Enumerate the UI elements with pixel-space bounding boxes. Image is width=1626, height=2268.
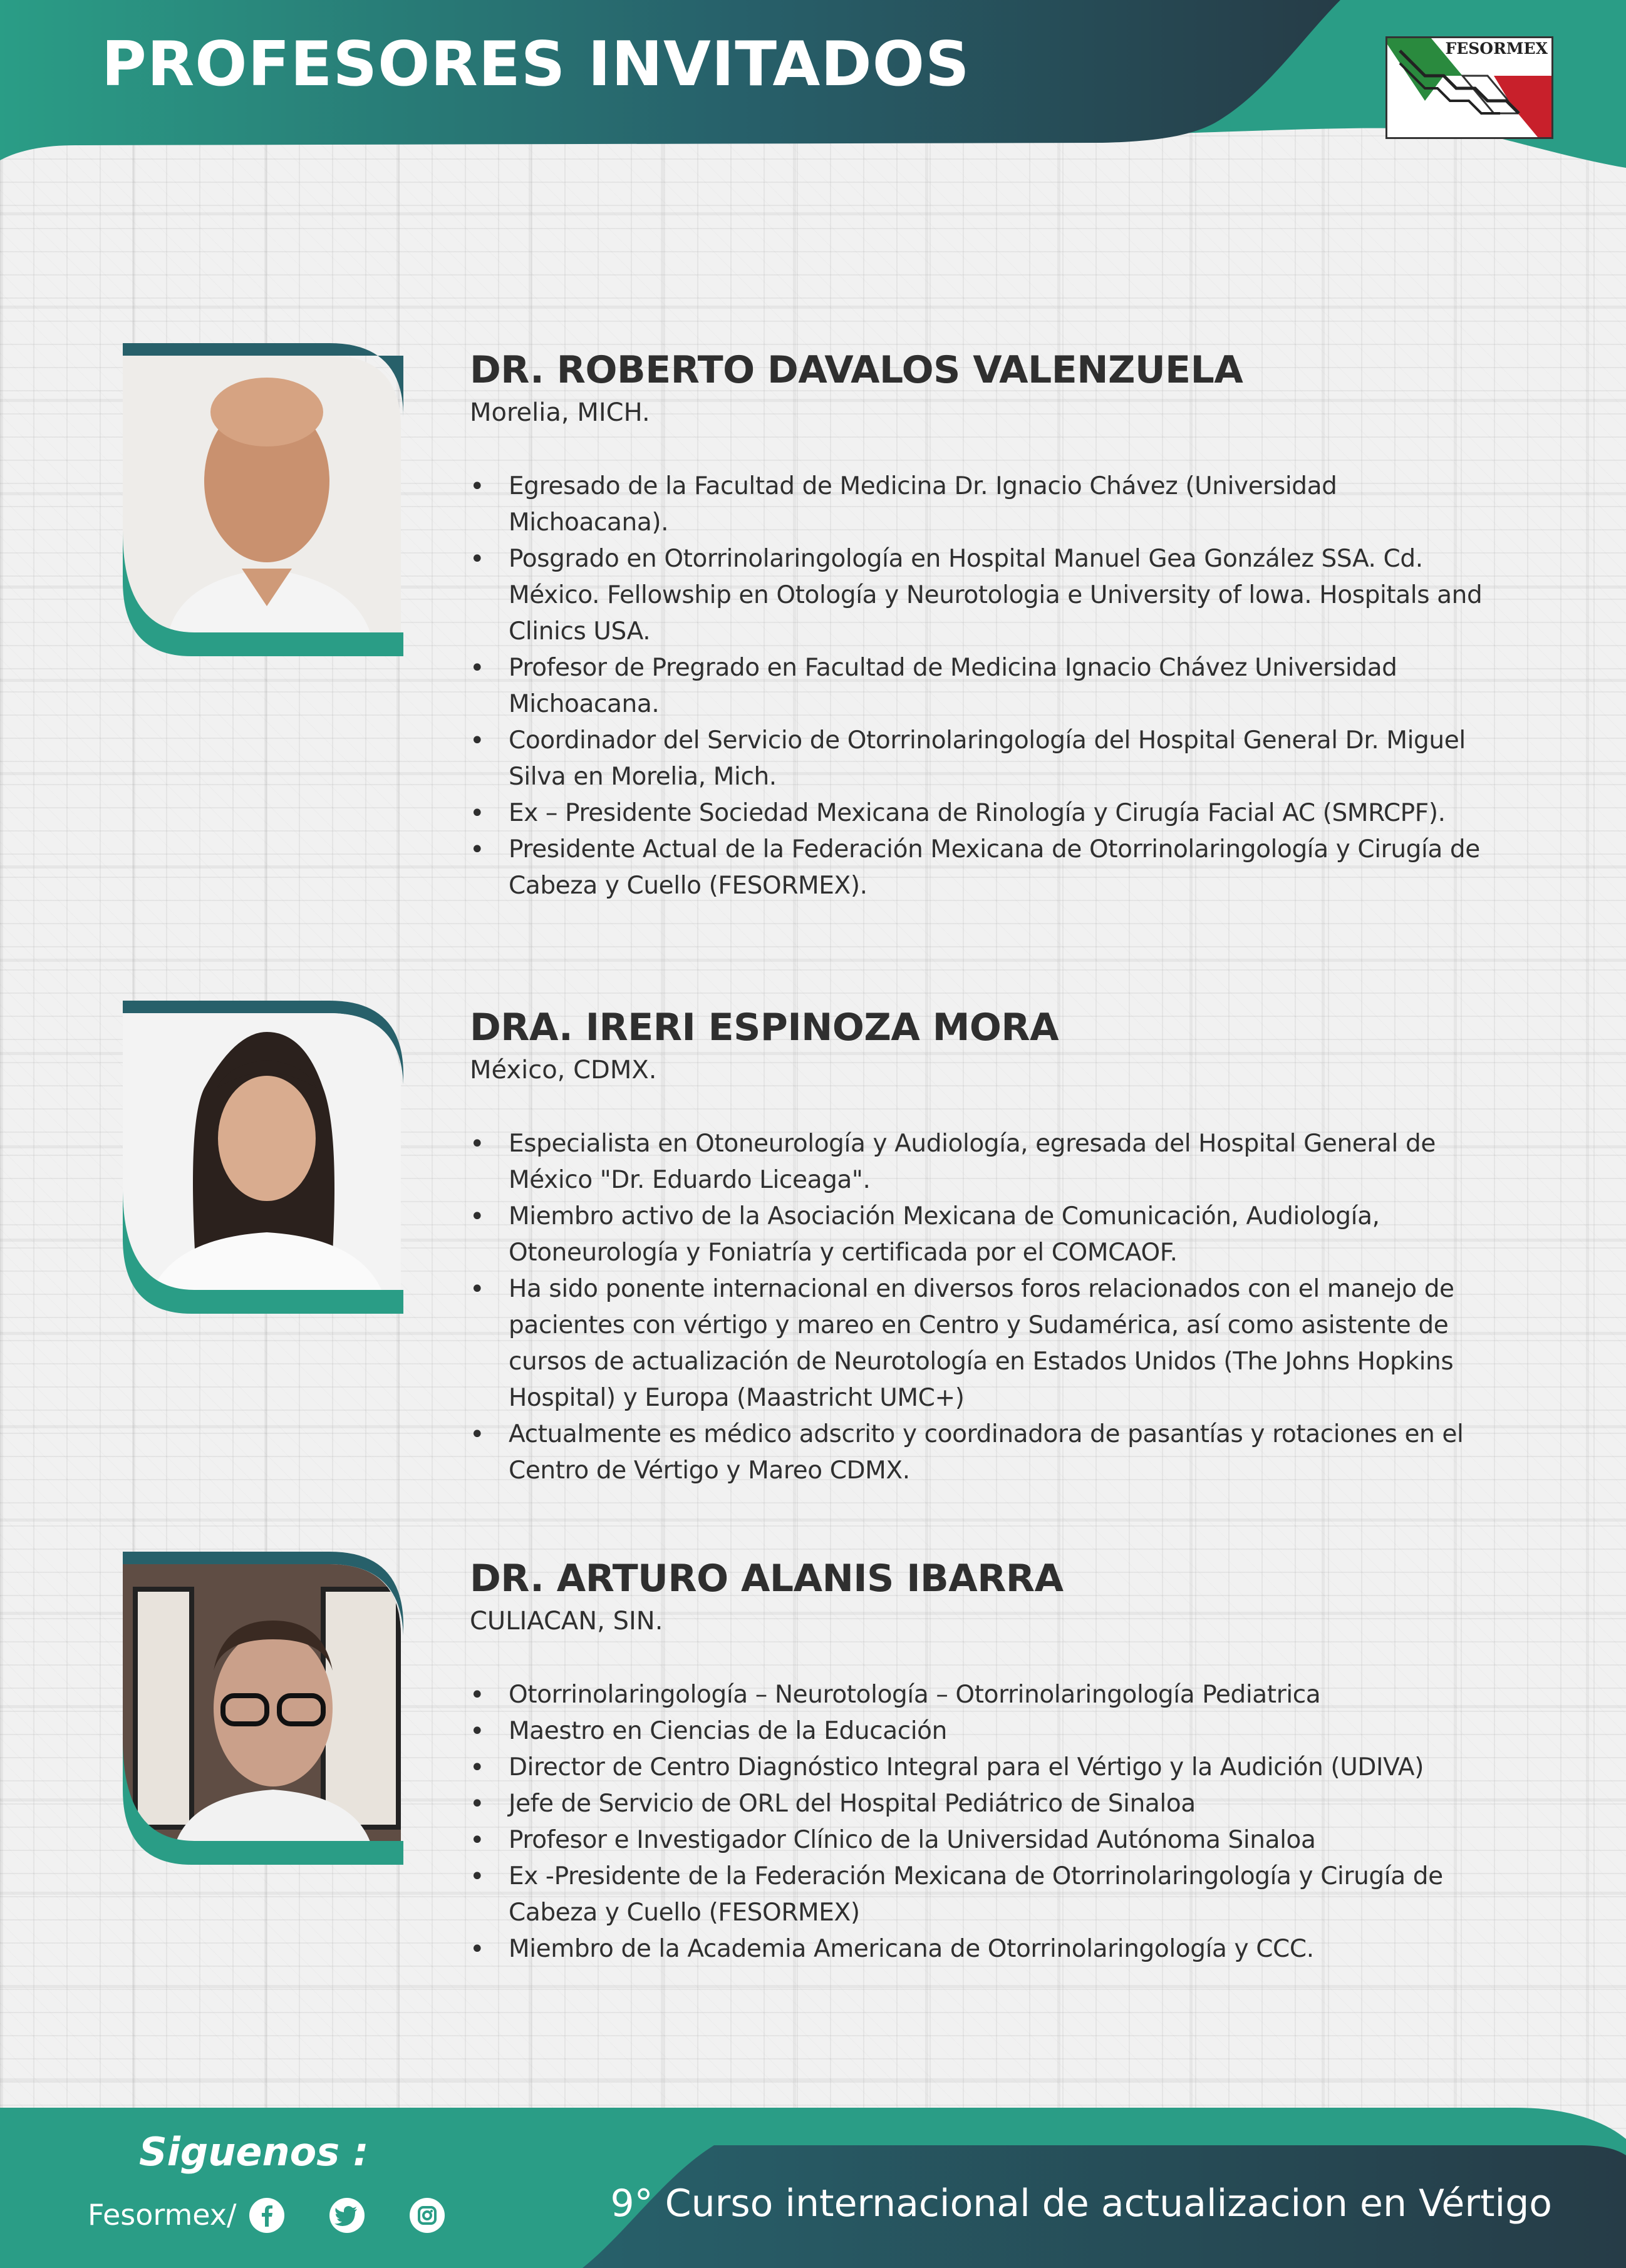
page-title: PROFESORES INVITADOS: [101, 29, 970, 100]
bio-item: • Ex -Presidente de la Federación Mexicana de Otorrinolaringología y Cirugía de Cabeza y Cuello (FESORMEX): [470, 1858, 1497, 1931]
course-title: 9° Curso internacional de actualizacion en Vértigo: [610, 2182, 1552, 2225]
bio-item: • Maestro en Ciencias de la Educación: [470, 1713, 1497, 1750]
bio-item: • Coordinador del Servicio de Otorrinolaringología del Hospital General Dr. Miguel Silva en Morelia, Mich.: [470, 723, 1497, 795]
bio-item: • Ex – Presidente Sociedad Mexicana de Rinología y Cirugía Facial AC (SMRCPF).: [470, 795, 1497, 832]
professor-bio-list: [470, 468, 1497, 904]
professor-bio-list: [470, 1126, 1497, 1489]
facebook-icon[interactable]: [249, 2198, 284, 2233]
professor-photo: [123, 1552, 403, 1865]
bio-item: • Especialista en Otoneurología y Audiología, egresada del Hospital General de México "Dr. Eduardo Liceaga".: [470, 1126, 1497, 1198]
bio-item: • Miembro activo de la Asociación Mexicana de Comunicación, Audiología, Otoneurología y Foniatría y certificada por el COMCAOF.: [470, 1198, 1497, 1271]
logo-text: FESORMEX: [1445, 39, 1548, 58]
bio-item: • Profesor e Investigador Clínico de la Universidad Autónoma Sinaloa: [470, 1822, 1497, 1858]
bio-item: • Otorrinolaringología – Neurotología – Otorrinolaringología Pediatrica: [470, 1677, 1497, 1713]
professor-name: DRA. IRERI ESPINOZA MORA: [470, 1006, 1059, 1049]
bio-item: • Ha sido ponente internacional en diversos foros relacionados con el manejo de pacientes con vértigo y mareo en Centro y Sudamérica, así como asistente de cursos de actualización de Neurotología en Estados Unidos (The Johns Hopkins Hospital) y Europa (Maastricht UMC+): [470, 1271, 1497, 1416]
professor-location: CULIACAN, SIN.: [470, 1607, 663, 1636]
professor-bio-list: [470, 1677, 1497, 1967]
fesormex-logo: [1385, 36, 1553, 139]
social-handle: Fesormex/: [88, 2198, 237, 2232]
bio-item: • Miembro de la Academia Americana de Otorrinolaringología y CCC.: [470, 1931, 1497, 1967]
professor-name: DR. ROBERTO DAVALOS VALENZUELA: [470, 348, 1243, 392]
bio-item: • Actualmente es médico adscrito y coordinadora de pasantías y rotaciones en el Centro de Vértigo y Mareo CDMX.: [470, 1416, 1497, 1489]
bio-item: • Presidente Actual de la Federación Mexicana de Otorrinolaringología y Cirugía de Cabeza y Cuello (FESORMEX).: [470, 832, 1497, 904]
bio-item: • Posgrado en Otorrinolaringología en Hospital Manuel Gea González SSA. Cd. México. Fellowship en Otología y Neurotologia e University of lowa. Hospitals and Clinics USA.: [470, 541, 1497, 650]
professor-location: Morelia, MICH.: [470, 398, 650, 427]
twitter-icon[interactable]: [329, 2198, 365, 2233]
professor-photo: [123, 343, 403, 656]
bio-item: • Profesor de Pregrado en Facultad de Medicina Ignacio Chávez Universidad Michoacana.: [470, 650, 1497, 723]
professor-location: México, CDMX.: [470, 1056, 657, 1085]
bio-item: • Director de Centro Diagnóstico Integral para el Vértigo y la Audición (UDIVA): [470, 1750, 1497, 1786]
professor-photo: [123, 1001, 403, 1314]
follow-us-label: Siguenos :: [139, 2129, 369, 2175]
professor-name: DR. ARTURO ALANIS IBARRA: [470, 1557, 1064, 1600]
bio-item: • Egresado de la Facultad de Medicina Dr. Ignacio Chávez (Universidad Michoacana).: [470, 468, 1497, 541]
bio-item: • Jefe de Servicio de ORL del Hospital Pediátrico de Sinaloa: [470, 1786, 1497, 1822]
instagram-icon[interactable]: [410, 2198, 445, 2233]
